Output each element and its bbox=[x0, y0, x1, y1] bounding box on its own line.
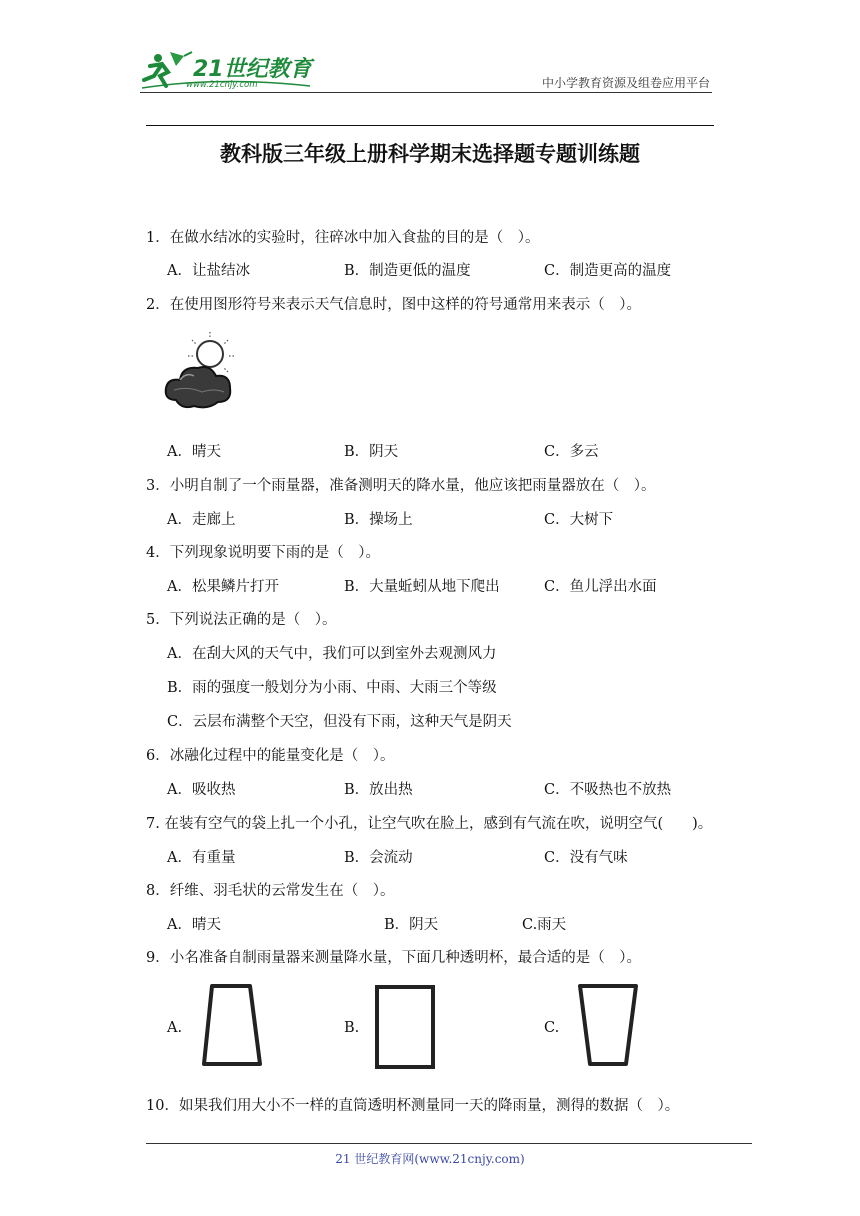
logo-url: www.21cnjy.com bbox=[186, 80, 258, 90]
q1-option-c[interactable]: C．制造更高的温度 bbox=[544, 263, 672, 279]
partly-cloudy-weather-icon bbox=[158, 328, 242, 414]
question-10: 10．如果我们用大小不一样的直筒透明杯测量同一天的降雨量，测得的数据（ ）。 bbox=[146, 1098, 680, 1114]
q4-option-c[interactable]: C．鱼儿浮出水面 bbox=[544, 579, 657, 595]
footer-divider bbox=[146, 1143, 752, 1144]
footer-link[interactable]: 21 世纪教育网(www.21cnjy.com) bbox=[335, 1152, 525, 1166]
title-divider bbox=[146, 125, 714, 126]
header-divider bbox=[140, 92, 712, 93]
question-3: 3．小明自制了一个雨量器，准备测明天的降水量，他应该把雨量器放在（ ）。 bbox=[146, 478, 656, 494]
question-2: 2．在使用图形符号来表示天气信息时，图中这样的符号通常用来表示（ ）。 bbox=[146, 297, 641, 313]
q7-option-c[interactable]: C．没有气味 bbox=[544, 850, 628, 866]
tapered-cup-wide-top-icon bbox=[576, 982, 640, 1068]
q4-option-b[interactable]: B．大量蚯蚓从地下爬出 bbox=[344, 579, 500, 595]
q2-option-b[interactable]: B．阴天 bbox=[344, 444, 399, 460]
q6-option-c[interactable]: C．不吸热也不放热 bbox=[544, 782, 672, 798]
question-4: 4．下列现象说明要下雨的是（ ）。 bbox=[146, 545, 380, 561]
logo-text: 21世纪教育 bbox=[193, 57, 312, 82]
q3-option-b[interactable]: B．操场上 bbox=[344, 512, 413, 528]
question-1: 1．在做水结冰的实验时，往碎冰中加入食盐的目的是（ ）。 bbox=[146, 230, 540, 246]
q7-option-b[interactable]: B．会流动 bbox=[344, 850, 413, 866]
q2-option-a[interactable]: A．晴天 bbox=[167, 444, 221, 460]
q4-option-a[interactable]: A．松果鳞片打开 bbox=[167, 579, 279, 595]
q5-option-a[interactable]: A．在刮大风的天气中，我们可以到室外去观测风力 bbox=[167, 646, 497, 662]
q3-option-a[interactable]: A．走廊上 bbox=[167, 512, 236, 528]
q8-option-c[interactable]: C.雨天 bbox=[522, 917, 567, 933]
q1-option-b[interactable]: B．制造更低的温度 bbox=[344, 263, 471, 279]
question-7: 7. 在装有空气的袋上扎一个小孔，让空气吹在脸上，感到有气流在吹，说明空气( )。 bbox=[146, 816, 713, 832]
q6-option-b[interactable]: B．放出热 bbox=[344, 782, 413, 798]
page-title: 教科版三年级上册科学期末选择题专题训练题 bbox=[220, 142, 640, 166]
q6-option-a[interactable]: A．吸收热 bbox=[167, 782, 236, 798]
question-8: 8．纤维、羽毛状的云常发生在（ ）。 bbox=[146, 883, 395, 899]
straight-cup-icon bbox=[373, 984, 437, 1070]
question-6: 6．冰融化过程中的能量变化是（ ）。 bbox=[146, 748, 395, 764]
q3-option-c[interactable]: C．大树下 bbox=[544, 512, 614, 528]
q5-option-c[interactable]: C．云层布满整个天空，但没有下雨，这种天气是阴天 bbox=[167, 714, 512, 730]
q8-option-b[interactable]: B．阴天 bbox=[384, 917, 439, 933]
q8-option-a[interactable]: A．晴天 bbox=[167, 917, 221, 933]
question-9: 9．小名准备自制雨量器来测量降水量，下面几种透明杯，最合适的是（ ）。 bbox=[146, 950, 641, 966]
q7-option-a[interactable]: A．有重量 bbox=[167, 850, 236, 866]
tapered-cup-narrow-top-icon bbox=[200, 982, 264, 1068]
q9-option-c[interactable]: C. bbox=[544, 1020, 560, 1036]
q9-option-a[interactable]: A. bbox=[167, 1020, 183, 1036]
question-5: 5．下列说法正确的是（ ）。 bbox=[146, 612, 337, 628]
header-platform-text: 中小学教育资源及组卷应用平台 bbox=[541, 76, 710, 90]
q5-option-b[interactable]: B．雨的强度一般划分为小雨、中雨、大雨三个等级 bbox=[167, 680, 497, 696]
q2-option-c[interactable]: C．多云 bbox=[544, 444, 599, 460]
q9-option-b[interactable]: B. bbox=[344, 1020, 360, 1036]
q1-option-a[interactable]: A．让盐结冰 bbox=[167, 263, 250, 279]
